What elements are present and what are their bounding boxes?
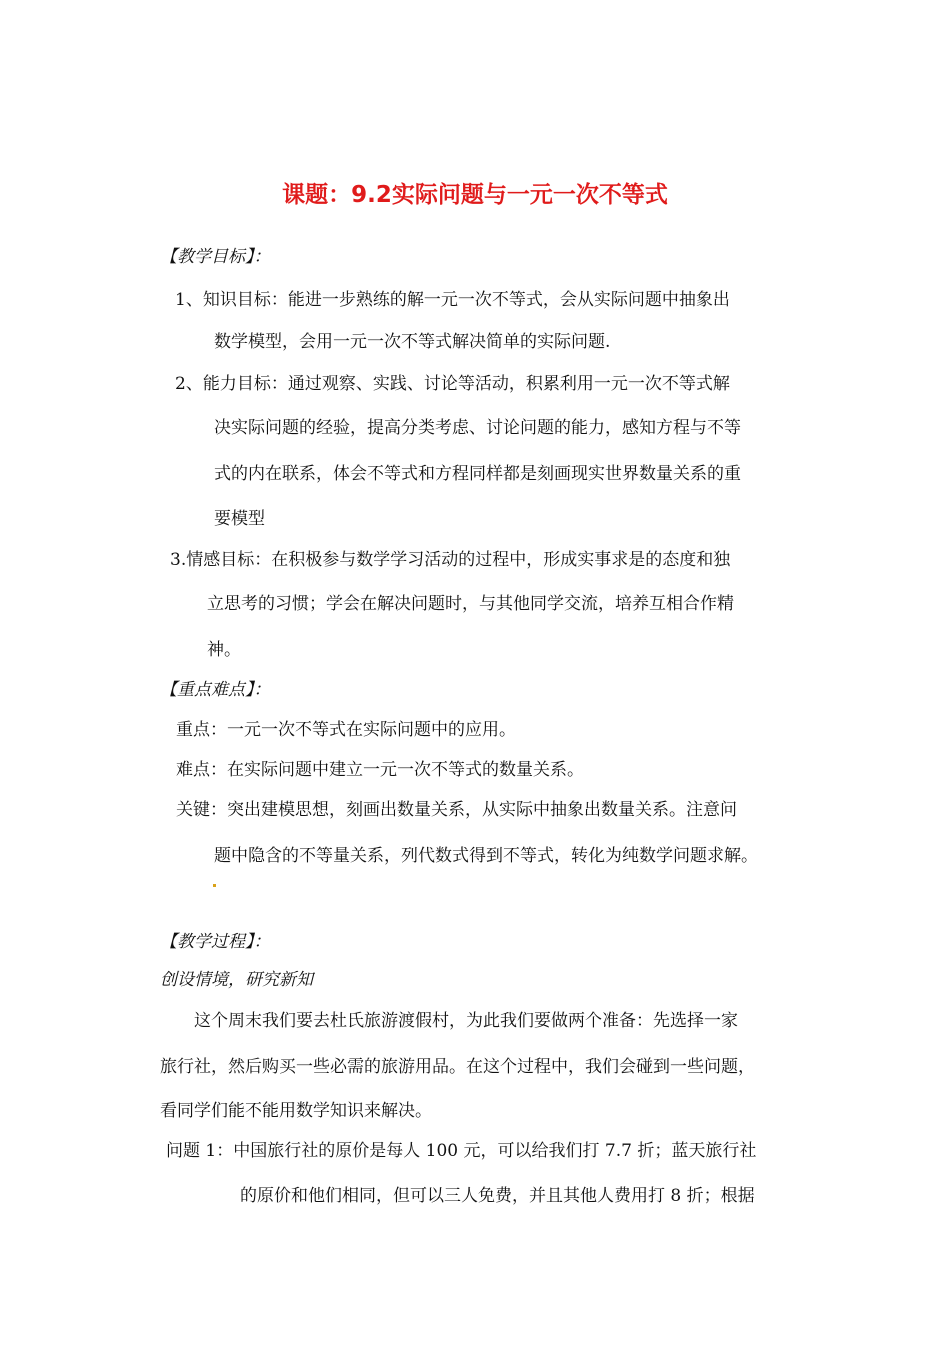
intro-line-3: 看同学们能不能用数学知识来解决。 xyxy=(160,1101,432,1121)
mark-dot xyxy=(213,884,216,887)
goal-3-line-1: 3.情感目标：在积极参与数学学习活动的过程中，形成实事求是的态度和独 xyxy=(170,550,731,570)
difficulty-line: 难点：在实际问题中建立一元一次不等式的数量关系。 xyxy=(176,760,584,780)
process-subheading: 创设情境，研究新知 xyxy=(160,970,313,990)
key-line-1: 关键：突出建模思想，刻画出数量关系，从实际中抽象出数量关系。注意问 xyxy=(176,800,737,820)
goal-3-line-2: 立思考的习惯；学会在解决问题时，与其他同学交流，培养互相合作精 xyxy=(207,594,734,614)
goals-heading: 【教学目标】： xyxy=(160,247,271,267)
question-1-line-1: 问题 1：中国旅行社的原价是每人 100 元，可以给我们打 7.7 折；蓝天旅行社 xyxy=(166,1141,757,1161)
intro-line-1: 这个周末我们要去杜氏旅游渡假村，为此我们要做两个准备：先选择一家 xyxy=(194,1011,738,1031)
goal-2-line-2: 决实际问题的经验，提高分类考虑、讨论问题的能力，感知方程与不等 xyxy=(214,418,741,438)
focus-line: 重点：一元一次不等式在实际问题中的应用。 xyxy=(176,720,516,740)
goal-3-line-3: 神。 xyxy=(207,640,241,660)
keypoints-heading: 【重点难点】： xyxy=(160,680,271,700)
goal-1-line-2: 数学模型，会用一元一次不等式解决简单的实际问题. xyxy=(214,332,611,352)
question-1-line-2: 的原价和他们相同，但可以三人免费，并且其他人费用打 8 折；根据 xyxy=(240,1186,755,1206)
intro-line-2: 旅行社，然后购买一些必需的旅游用品。在这个过程中，我们会碰到一些问题， xyxy=(160,1057,755,1077)
goal-2-line-4: 要模型 xyxy=(214,509,265,529)
goal-1-line-1: 1、知识目标：能进一步熟练的解一元一次不等式，会从实际问题中抽象出 xyxy=(175,290,730,310)
process-heading: 【教学过程】： xyxy=(160,932,271,952)
key-line-2: 题中隐含的不等量关系，列代数式得到不等式，转化为纯数学问题求解。 xyxy=(214,846,758,866)
goal-2-line-3: 式的内在联系，体会不等式和方程同样都是刻画现实世界数量关系的重 xyxy=(214,464,741,484)
goal-2-line-1: 2、能力目标：通过观察、实践、讨论等活动，积累利用一元一次不等式解 xyxy=(175,374,730,394)
page-title: 课题：9.2实际问题与一元一次不等式 xyxy=(282,182,668,208)
